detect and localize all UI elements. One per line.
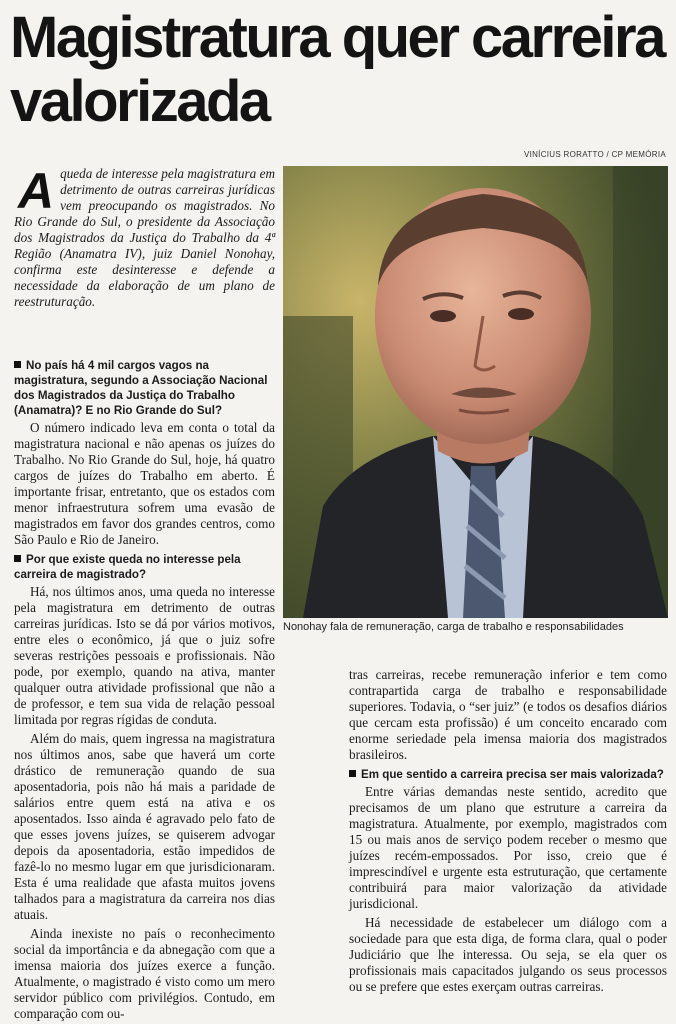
column-2 [349, 667, 667, 995]
photo-caption: Nonohay fala de remuneração, carga de trabalho e responsabilidades [283, 621, 624, 633]
question-3-text: Em que sentido a carreira precisa ser mais valorizada? [361, 768, 664, 781]
bullet-square-icon [349, 770, 356, 777]
drop-cap: A [18, 163, 55, 219]
answer-3-paragraph-2: Há necessidade de estabelecer um diálogo com a sociedade para que esta diga, de forma clara, qual o poder Judiciário que lhe interessa. Ou seja, se ela quer os profissionais mais capacitados julgando os seus processos ou se prefere que estes exerçam outras carreiras. [349, 915, 667, 994]
column-1 [14, 354, 275, 1022]
answer-1: O número indicado leva em conta o total da magistratura nacional e não apenas os juízes do Trabalho. No Rio Grande do Sul, hoje, há quatro cargos de juízes do Trabalho em aberto. É importante frisar, entretanto, que os estados com menor infraestrutura sofrem uma evasão de magistrados em favor dos grandes centros, como São Paulo e Rio de Janeiro. [14, 420, 275, 547]
answer-2-paragraph-1: Há, nos últimos anos, uma queda no interesse pela magistratura em detrimento de outras carreiras jurídicas. Isto se dá por vários motivos, entre eles o econômico, já que o juiz sofre severas restrições pessoais e profissionais. Não pode, por exemplo, quando na ativa, manter qualquer outra atividade profissional que não a de professor, e tem sua vida de relação pessoal limitada por regras rígidas de conduta. [14, 584, 275, 727]
lead-text: queda de interesse pela magistratura em detrimento de outras carreiras jurídicas vem preocupando os magistrados. No Rio Grande do Sul, o presidente da Associação dos Magistrados da Justiça do Trabalho da 4ª Região (Anamatra IV), juiz Daniel Nonohay, confirma este desinteresse e defende a necessidade da elaboração de um plano de reestruturação. [14, 166, 275, 309]
question-1 [14, 358, 275, 418]
continuation-paragraph: tras carreiras, recebe remuneração inferior e tem como contrapartida carga de trabalho e responsabilidade superiores. Todavia, o “ser juiz” (e todos os desafios diários que cercam esta profissão) é um conceito encarado com enorme seriedade pela imensa maioria dos magistrados brasileiros. [349, 667, 667, 762]
bullet-square-icon [14, 555, 21, 562]
lead-block [14, 163, 275, 310]
question-2-text: Por que existe queda no interesse pela carreira de magistrado? [14, 553, 241, 581]
answer-2-paragraph-2: Além do mais, quem ingressa na magistratura nos últimos anos, sabe que haverá um corte drástico de remuneração quando de sua aposentadoria, pois não há mais a paridade de salários entre quem está na ativa e os aposentados. Isso ainda é agravado pelo fato de que esses jovens juízes, se quiserem advogar depois da aposentadoria, estão impedidos de fazê-lo no mesmo lugar em que jurisdicionaram. Esta é uma realidade que afasta muitos jovens talhados para a magistratura da carreira nos dias atuais. [14, 731, 275, 922]
question-3 [349, 767, 667, 782]
portrait-illustration [283, 166, 668, 618]
answer-3-paragraph-1: Entre várias demandas neste sentido, acredito que precisamos de um plano que estruture a carreira da magistratura. Atualmente, por exemplo, magistrados com 15 ou mais anos de serviço podem receber o mesmo que juízes recém-empossados. Por isso, creio que é imprescindível e urgente esta estruturação, que certamente contribuirá para maior valorização da atividade jurisdicional. [349, 784, 667, 911]
bullet-square-icon [14, 361, 21, 368]
lead-paragraph [14, 163, 275, 310]
question-1-text: No país há 4 mil cargos vagos na magistratura, segundo a Associação Nacional dos Magistrados da Justiça do Trabalho (Anamatra)? E no Rio Grande do Sul? [14, 359, 268, 417]
photo-credit: VINÍCIUS RORATTO / CP MEMÓRIA [523, 150, 666, 159]
headline: Magistratura quer carreira valorizada [10, 5, 664, 134]
answer-2-paragraph-3: Ainda inexiste no país o reconhecimento social da importância e da abnegação com que a imensa maioria dos juízes exerce a função. Atualmente, o magistrado é visto como um mero servidor público com privilégios. Contudo, em comparação com ou- [14, 926, 275, 1021]
question-2 [14, 552, 275, 582]
portrait-photo [283, 166, 668, 618]
